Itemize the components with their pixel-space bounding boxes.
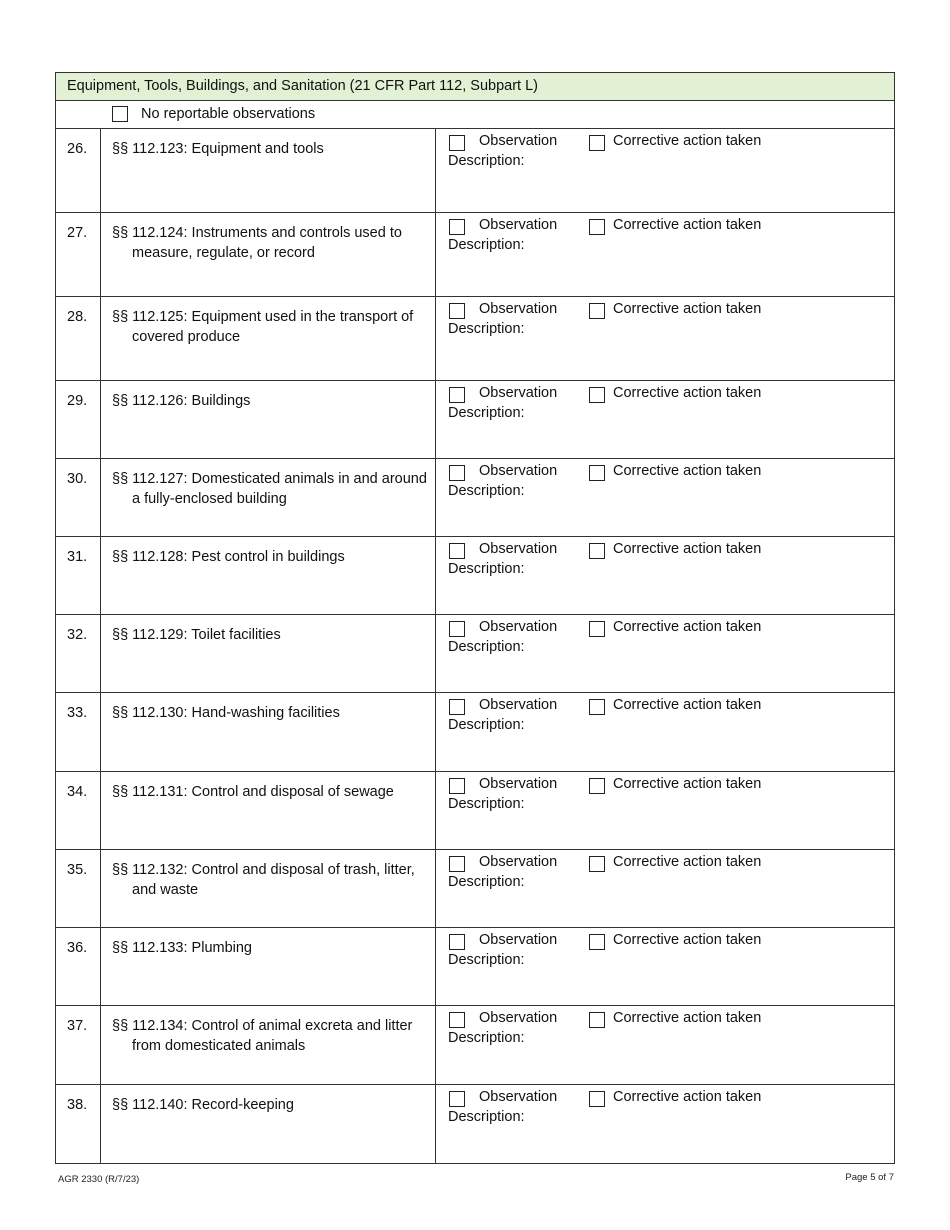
observation-label: Observation — [479, 854, 558, 870]
item-number: 37. — [56, 1006, 101, 1084]
observation-label: Observation — [479, 385, 558, 401]
corrective-action-checkbox[interactable] — [589, 303, 605, 319]
no-observations-checkbox[interactable] — [112, 106, 128, 122]
corrective-action-checkbox[interactable] — [589, 135, 605, 151]
item-rows — [56, 129, 894, 1163]
observation-label: Observation — [479, 697, 558, 713]
item-requirement: §§ 112.128: Pest control in buildings — [101, 537, 436, 614]
form-id: AGR 2330 (R/7/23) — [58, 1174, 140, 1185]
item-number: 26. — [56, 129, 101, 212]
observation-checkbox[interactable] — [449, 856, 465, 872]
item-number: 33. — [56, 693, 101, 771]
corrective-action-label: Corrective action taken — [613, 854, 762, 870]
table-row — [56, 1006, 894, 1085]
description-label: Description: — [448, 952, 525, 968]
observation-label: Observation — [479, 776, 558, 792]
observation-cell — [436, 928, 894, 1005]
observation-label: Observation — [479, 619, 558, 635]
description-label: Description: — [448, 874, 525, 890]
observation-checkbox[interactable] — [449, 1012, 465, 1028]
description-label: Description: — [448, 321, 525, 337]
corrective-action-label: Corrective action taken — [613, 697, 762, 713]
item-number: 34. — [56, 772, 101, 849]
observation-label: Observation — [479, 217, 558, 233]
table-row — [56, 129, 894, 213]
corrective-action-label: Corrective action taken — [613, 541, 762, 557]
inspection-form-table — [55, 72, 895, 1164]
table-row — [56, 1085, 894, 1163]
corrective-action-checkbox[interactable] — [589, 1012, 605, 1028]
corrective-action-label: Corrective action taken — [613, 776, 762, 792]
corrective-action-checkbox[interactable] — [589, 699, 605, 715]
observation-cell — [436, 459, 894, 536]
item-number: 36. — [56, 928, 101, 1005]
observation-checkbox[interactable] — [449, 543, 465, 559]
corrective-action-label: Corrective action taken — [613, 932, 762, 948]
corrective-action-label: Corrective action taken — [613, 1010, 762, 1026]
corrective-action-label: Corrective action taken — [613, 385, 762, 401]
corrective-action-checkbox[interactable] — [589, 778, 605, 794]
item-requirement: §§ 112.123: Equipment and tools — [101, 129, 436, 212]
item-number: 38. — [56, 1085, 101, 1163]
corrective-action-checkbox[interactable] — [589, 1091, 605, 1107]
table-row — [56, 459, 894, 537]
description-label: Description: — [448, 1030, 525, 1046]
description-label: Description: — [448, 639, 525, 655]
item-number: 28. — [56, 297, 101, 380]
observation-cell — [436, 850, 894, 927]
observation-label: Observation — [479, 301, 558, 317]
observation-label: Observation — [479, 1010, 558, 1026]
corrective-action-checkbox[interactable] — [589, 219, 605, 235]
item-number: 32. — [56, 615, 101, 692]
observation-cell — [436, 693, 894, 771]
description-label: Description: — [448, 561, 525, 577]
observation-cell — [436, 772, 894, 849]
section-header: Equipment, Tools, Buildings, and Sanitation (21 CFR Part 112, Subpart L) — [56, 73, 894, 101]
item-requirement: §§ 112.129: Toilet facilities — [101, 615, 436, 692]
observation-cell — [436, 1006, 894, 1084]
corrective-action-label: Corrective action taken — [613, 133, 762, 149]
observation-checkbox[interactable] — [449, 1091, 465, 1107]
observation-cell — [436, 381, 894, 458]
observation-cell — [436, 129, 894, 212]
table-row — [56, 615, 894, 693]
table-row — [56, 850, 894, 928]
page-number: Page 5 of 7 — [845, 1172, 894, 1183]
observation-checkbox[interactable] — [449, 934, 465, 950]
description-label: Description: — [448, 483, 525, 499]
corrective-action-label: Corrective action taken — [613, 619, 762, 635]
observation-cell — [436, 615, 894, 692]
table-row — [56, 693, 894, 772]
corrective-action-checkbox[interactable] — [589, 856, 605, 872]
observation-checkbox[interactable] — [449, 387, 465, 403]
table-row — [56, 928, 894, 1006]
observation-cell — [436, 297, 894, 380]
item-requirement: §§ 112.134: Control of animal excreta and litter from domesticated animals — [101, 1006, 436, 1084]
corrective-action-label: Corrective action taken — [613, 463, 762, 479]
observation-checkbox[interactable] — [449, 778, 465, 794]
observation-label: Observation — [479, 1089, 558, 1105]
observation-checkbox[interactable] — [449, 219, 465, 235]
item-number: 30. — [56, 459, 101, 536]
corrective-action-label: Corrective action taken — [613, 1089, 762, 1105]
corrective-action-checkbox[interactable] — [589, 543, 605, 559]
item-requirement: §§ 112.127: Domesticated animals in and around a fully-enclosed building — [101, 459, 436, 536]
table-row — [56, 381, 894, 459]
item-number: 29. — [56, 381, 101, 458]
item-requirement: §§ 112.140: Record-keeping — [101, 1085, 436, 1163]
description-label: Description: — [448, 717, 525, 733]
corrective-action-checkbox[interactable] — [589, 387, 605, 403]
corrective-action-checkbox[interactable] — [589, 621, 605, 637]
observation-label: Observation — [479, 541, 558, 557]
item-number: 31. — [56, 537, 101, 614]
observation-cell — [436, 213, 894, 296]
observation-cell — [436, 537, 894, 614]
observation-label: Observation — [479, 133, 558, 149]
item-requirement: §§ 112.132: Control and disposal of trash, litter, and waste — [101, 850, 436, 927]
corrective-action-checkbox[interactable] — [589, 465, 605, 481]
observation-checkbox[interactable] — [449, 699, 465, 715]
observation-cell — [436, 1085, 894, 1163]
description-label: Description: — [448, 405, 525, 421]
item-requirement: §§ 112.131: Control and disposal of sewage — [101, 772, 436, 849]
item-number: 27. — [56, 213, 101, 296]
table-row — [56, 772, 894, 850]
table-row — [56, 537, 894, 615]
observation-label: Observation — [479, 463, 558, 479]
description-label: Description: — [448, 796, 525, 812]
corrective-action-label: Corrective action taken — [613, 217, 762, 233]
description-label: Description: — [448, 1109, 525, 1125]
observation-checkbox[interactable] — [449, 135, 465, 151]
no-observations-label: No reportable observations — [141, 106, 316, 122]
item-requirement: §§ 112.133: Plumbing — [101, 928, 436, 1005]
observation-checkbox[interactable] — [449, 303, 465, 319]
item-requirement: §§ 112.126: Buildings — [101, 381, 436, 458]
observation-checkbox[interactable] — [449, 621, 465, 637]
item-requirement: §§ 112.125: Equipment used in the transport of covered produce — [101, 297, 436, 380]
item-requirement: §§ 112.124: Instruments and controls used to measure, regulate, or record — [101, 213, 436, 296]
table-row — [56, 297, 894, 381]
corrective-action-label: Corrective action taken — [613, 301, 762, 317]
item-requirement: §§ 112.130: Hand-washing facilities — [101, 693, 436, 771]
no-observations-row — [56, 101, 894, 129]
table-row — [56, 213, 894, 297]
corrective-action-checkbox[interactable] — [589, 934, 605, 950]
description-label: Description: — [448, 153, 525, 169]
observation-label: Observation — [479, 932, 558, 948]
description-label: Description: — [448, 237, 525, 253]
item-number: 35. — [56, 850, 101, 927]
observation-checkbox[interactable] — [449, 465, 465, 481]
